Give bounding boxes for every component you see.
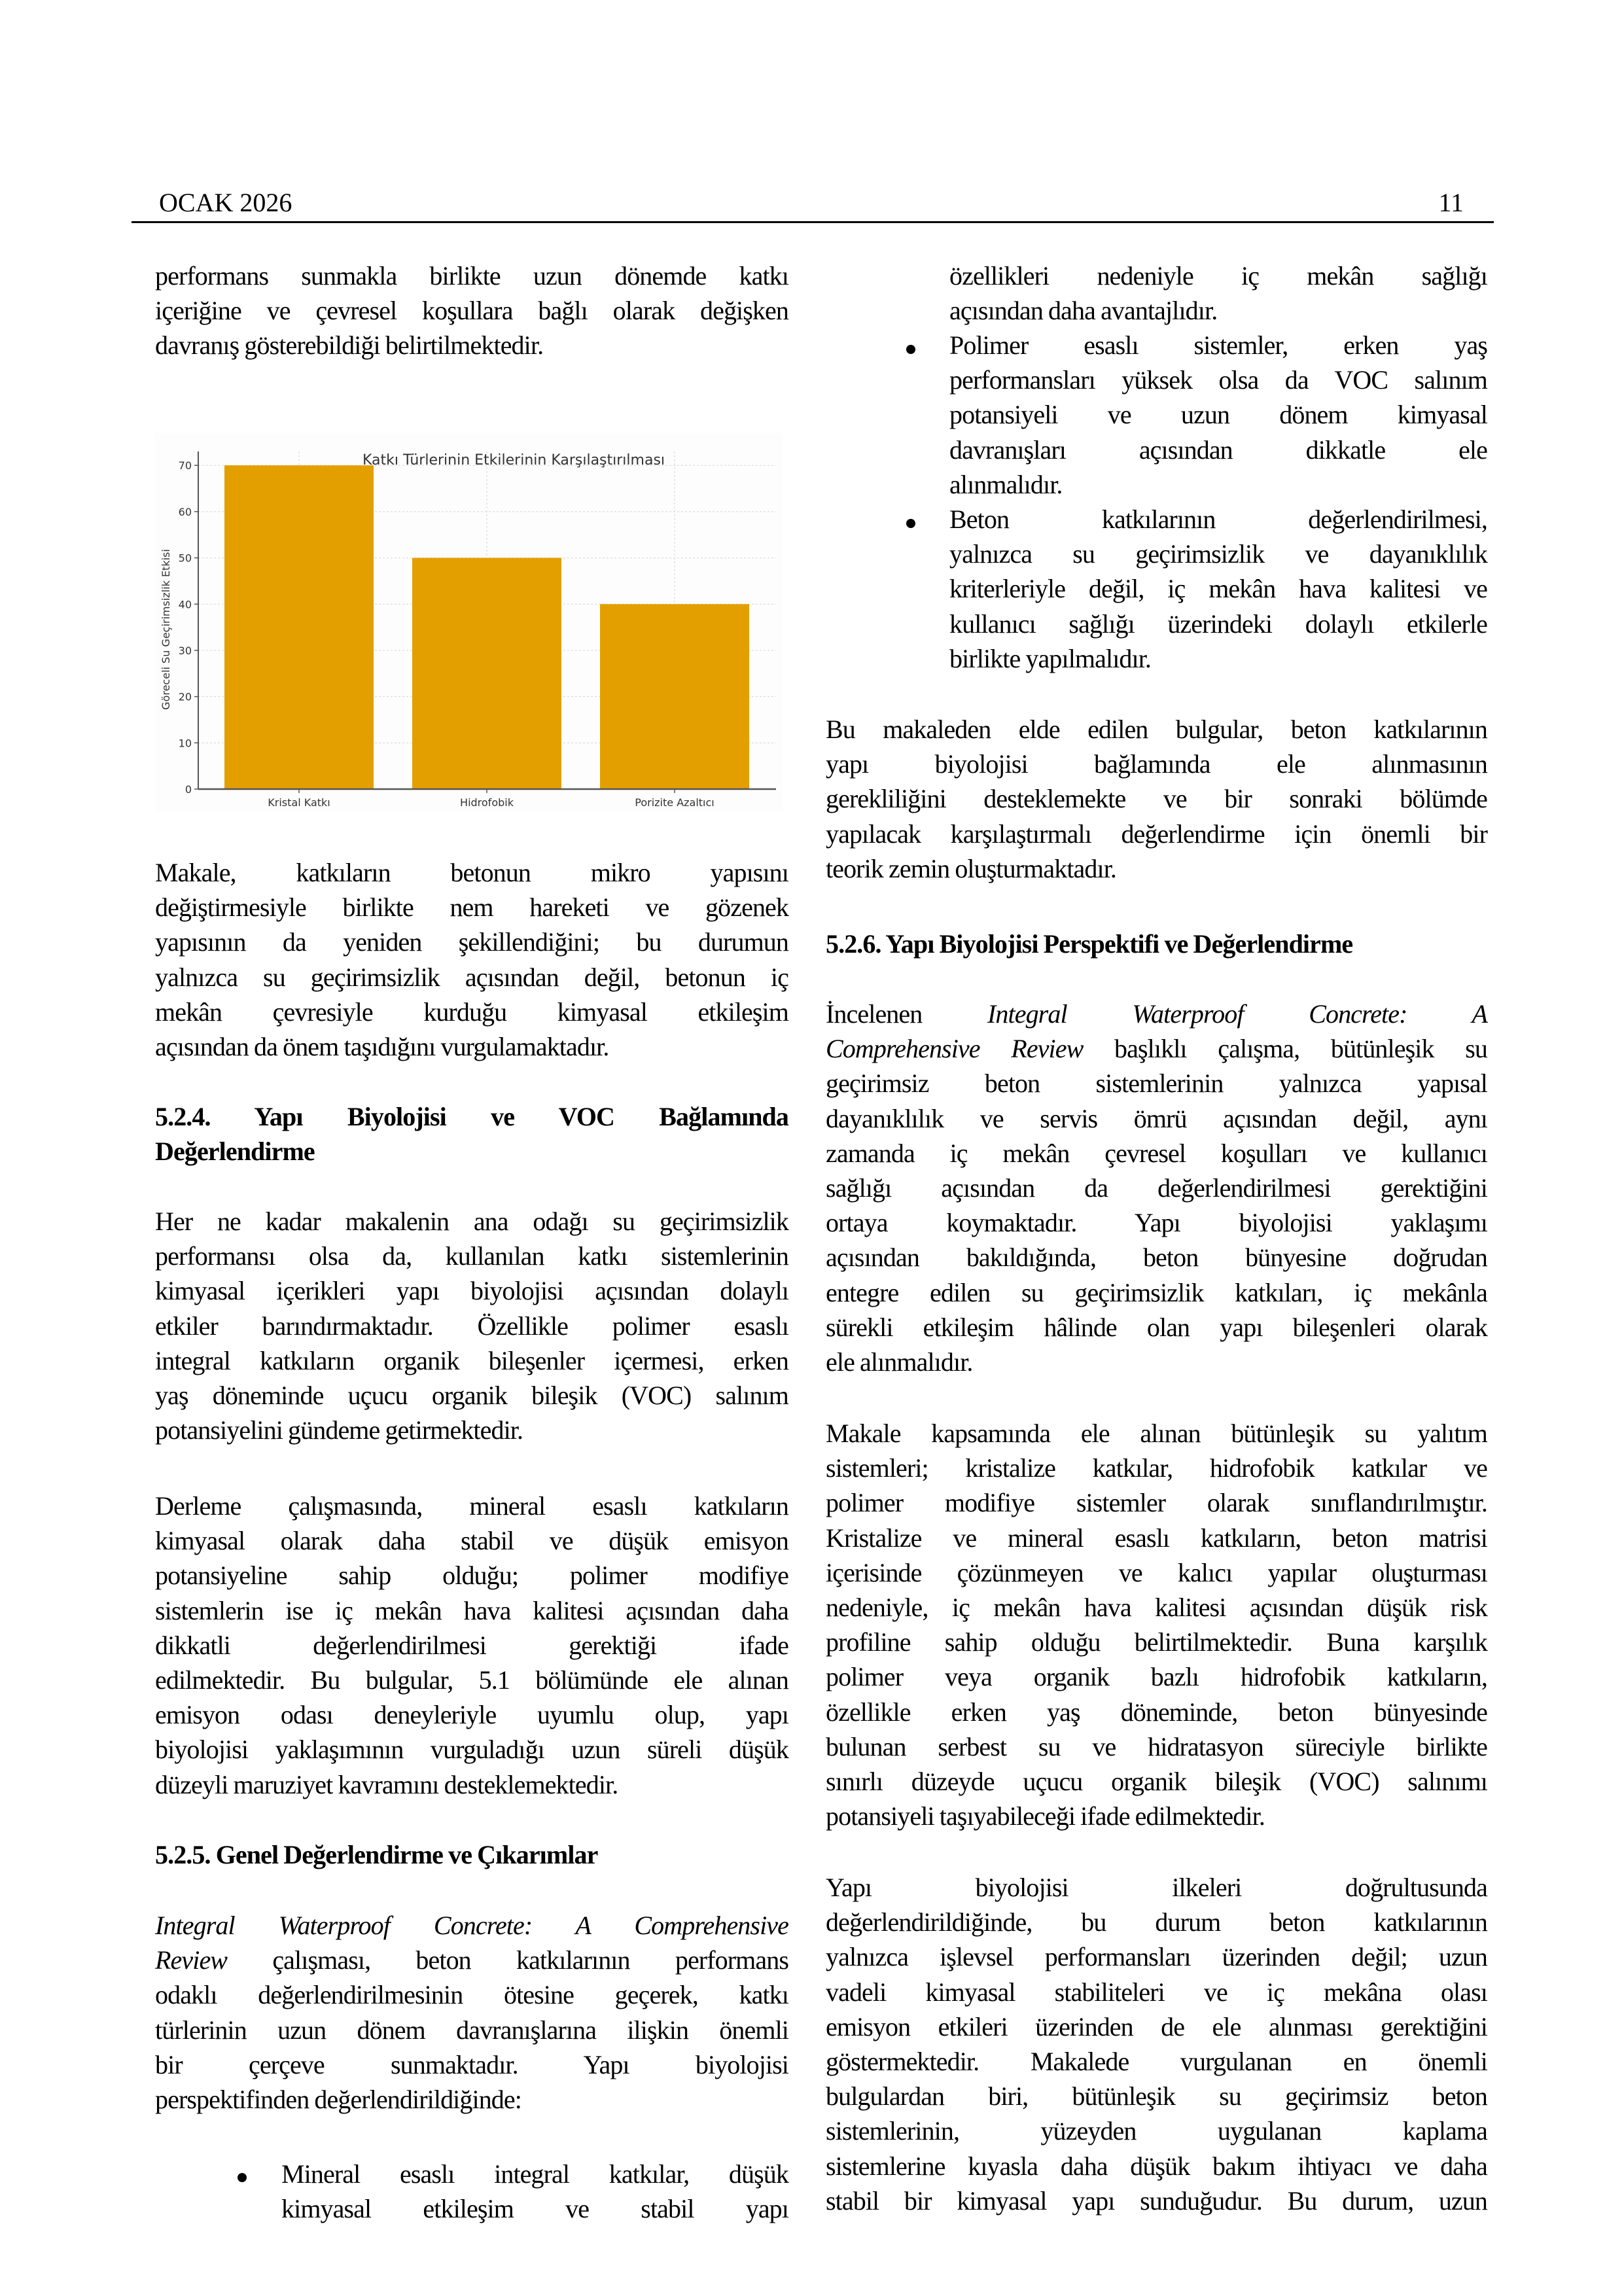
text-line: profiline sahip olduğu belirtilmektedir. Buna karşılık: [826, 1627, 1487, 1657]
text-line: Polimer esaslı sistemler, erken yaş: [949, 330, 1487, 360]
section-heading-5-2-6: [826, 927, 1487, 961]
section-heading-5-2-4: [155, 1099, 788, 1169]
article-title-italic: Review: [155, 1945, 228, 1975]
text-line: performansları yüksek olsa da VOC salınım: [949, 365, 1487, 395]
text-line: potansiyeline sahip olduğu; polimer modifiye: [155, 1561, 788, 1591]
y-tick-label: 40: [178, 598, 192, 611]
text-line: yalnızca su geçirimsizlik ve dayanıklılık: [949, 539, 1487, 569]
y-axis-label: Göreceli Su Geçirimsizlik Etkisi: [160, 549, 172, 710]
text-line: türlerinin uzun dönem davranışlarına ilişkin önemli: [155, 2015, 788, 2045]
text-line: potansiyelini gündeme getirmektedir.: [155, 1415, 523, 1445]
text-line: potansiyeli taşıyabileceği ifade edilmektedir.: [826, 1801, 1265, 1831]
text-line: kriterleriyle değil, iç mekân hava kalitesi ve: [949, 574, 1487, 604]
article-title-italic: Integral Waterproof Concrete: A: [987, 999, 1487, 1029]
text-line: edilmektedir. Bu bulgular, 5.1 bölümünde ele alınan: [155, 1665, 788, 1695]
text-line: ele alınmalıdır.: [826, 1347, 973, 1377]
y-tick-label: 70: [178, 459, 192, 472]
chart-canvas: [155, 433, 783, 813]
x-tick-label: Hidrofobik: [460, 796, 514, 809]
text-line: polimer veya organik bazlı hidrofobik katkıların,: [826, 1662, 1487, 1692]
paragraph-her-ne-kadar: [155, 1204, 788, 1447]
text-line: emisyon etkileri üzerinden de ele alınması gerektiğini: [826, 2011, 1487, 2041]
y-tick-label: 50: [178, 552, 192, 565]
text-line: zamanda iç mekân çevresel koşulları ve kullanıcı: [826, 1138, 1487, 1168]
text-line: alınmalıdır.: [949, 469, 1063, 499]
bar-kristal-katk: [224, 465, 374, 789]
text-line: [155, 1943, 788, 1977]
text-line: özellikleri nedeniyle iç mekân sağlığı: [949, 261, 1487, 291]
text-line: nedeniyle, iç mekân hava kalitesi açısından düşük risk: [826, 1592, 1487, 1622]
text-line: Makale, katkıların betonun mikro yapısını: [155, 858, 788, 887]
text-line: [155, 1908, 788, 1943]
paragraph-intro: [155, 258, 788, 363]
text-line: sistemlerinin, yüzeyden uygulanan kaplama: [826, 2116, 1487, 2146]
heading-line: 5.2.6. Yapı Biyolojisi Perspektifi ve Değerlendirme: [826, 929, 1353, 959]
bullet-icon: [238, 2173, 247, 2182]
text-line: entegre edilen su geçirimsizlik katkıları, iç mekânla: [826, 1277, 1487, 1307]
text-line: davranışları açısından dikkatle ele: [949, 434, 1487, 465]
text-line: içeriğine ve çevresel koşullara bağlı olarak değişken: [155, 296, 788, 326]
y-tick-label: 20: [178, 690, 192, 703]
text-line: davranış gösterebildiği belirtilmektedir.: [155, 330, 544, 361]
x-tick-label: Kristal Katkı: [268, 796, 330, 809]
text-line: Kristalize ve mineral esaslı katkıların, beton matrisi: [826, 1523, 1487, 1553]
y-tick-label: 10: [178, 737, 192, 750]
text-line: polimer modifiye sistemler olarak sınıflandırılmıştır.: [826, 1488, 1487, 1518]
heading-line: 5.2.5. Genel Değerlendirme ve Çıkarımlar: [155, 1840, 598, 1869]
text-line: ortaya koymaktadır. Yapı biyolojisi yaklaşımı: [826, 1208, 1487, 1238]
text-line: kimyasal olarak daha stabil ve düşük emisyon: [155, 1526, 788, 1556]
paragraph-makale-kapsaminda: [826, 1416, 1487, 1833]
x-tick-label: Porizite Azaltıcı: [635, 796, 715, 809]
paragraph-bu-makaleden: [826, 712, 1487, 886]
bullet-item-mineral: [281, 2157, 788, 2226]
text-line: Her ne kadar makalenin ana odağı su geçirimsizlik: [155, 1207, 788, 1236]
text-line: potansiyeli ve uzun dönem kimyasal: [949, 400, 1487, 430]
text-line: bulgulardan biri, bütünleşik su geçirimsiz beton: [826, 2081, 1487, 2111]
text-line: kimyasal etkileşim ve stabil yapı: [281, 2194, 788, 2224]
text-line: etkiler barındırmaktadır. Özellikle polimer esaslı: [155, 1311, 788, 1341]
text-line: bulunan serbest su ve hidratasyon süreciyle birlikte: [826, 1731, 1487, 1761]
bullet-item-continued: [949, 258, 1487, 328]
text-line: içerisinde çözünmeyen ve kalıcı yapılar oluşturması: [826, 1557, 1487, 1587]
text-line: geçirimsiz beton sistemlerinin yalnızca yapısal: [826, 1069, 1487, 1099]
text-line: gerekliliğini desteklemekte ve bir sonraki bölümde: [826, 784, 1487, 814]
text-line: göstermektedir. Makalede vurgulanan en önemli: [826, 2046, 1487, 2076]
text-line: yapı biyolojisi bağlamında ele alınmasının: [826, 749, 1487, 779]
text-line: yaş döneminde uçucu organik bileşik (VOC) salınım: [155, 1380, 788, 1410]
text-line: yalnızca su geçirimsizlik açısından değil, betonun iç: [155, 962, 788, 992]
text-line: açısından daha avantajlıdır.: [949, 296, 1218, 326]
text-line: stabil bir kimyasal yapı sunduğudur. Bu durum, uzun: [826, 2185, 1487, 2216]
text-line: kullanıcı sağlığı üzerindeki dolaylı etkilerle: [949, 609, 1487, 639]
paragraph-incelenen: [826, 997, 1487, 1379]
text-line: kimyasal içerikleri yapı biyolojisi açısından dolaylı: [155, 1276, 788, 1306]
bar-porizite-azaltc: [600, 604, 749, 789]
text-line: sürekli etkileşim hâlinde olan yapı bileşenleri olarak: [826, 1312, 1487, 1342]
text-line: açısından bakıldığında, beton bünyesine doğrudan: [826, 1243, 1487, 1273]
chart-title: Katkı Türlerinin Etkilerinin Karşılaştırılması: [362, 452, 665, 468]
text-line: [826, 1031, 1487, 1066]
text-line: Bu makaleden elde edilen bulgular, beton katkılarının: [826, 715, 1487, 744]
heading-line: Değerlendirme: [155, 1137, 315, 1167]
text-fragment: İncelenen: [826, 999, 987, 1029]
text-line: Beton katkılarının değerlendirilmesi,: [949, 504, 1487, 534]
page-number: 11: [1438, 188, 1464, 217]
paragraph-makale: [155, 855, 788, 1064]
bar-hidrofobik: [412, 558, 561, 789]
text-line: integral katkıların organik bileşenler içermesi, erken: [155, 1345, 788, 1375]
text-line: bir çerçeve sunmaktadır. Yapı biyolojisi: [155, 2049, 788, 2079]
text-line: [826, 997, 1487, 1031]
text-line: perspektifinden değerlendirildiğinde:: [155, 2084, 521, 2114]
bullet-icon: [906, 345, 915, 354]
bullet-item-beton: [949, 502, 1487, 676]
bullet-icon: [906, 519, 915, 528]
running-header-date: OCAK 2026: [159, 188, 292, 217]
heading-line: 5.2.4. Yapı Biyolojisi ve VOC Bağlamında: [155, 1102, 788, 1131]
text-line: sağlığı açısından da değerlendirilmesi gerektiğini: [826, 1173, 1487, 1203]
y-tick-label: 30: [178, 644, 192, 657]
text-line: Mineral esaslı integral katkılar, düşük: [281, 2159, 788, 2189]
text-line: sistemlerine kıyasla daha düşük bakım ihtiyacı ve daha: [826, 2151, 1487, 2181]
text-line: emisyon odası deneyleriyle uyumlu olup, yapı: [155, 1700, 788, 1730]
text-fragment: başlıklı çalışma, bütünleşik su: [1083, 1034, 1487, 1064]
text-line: biyolojisi yaklaşımının vurguladığı uzun süreli düşük: [155, 1735, 788, 1765]
article-title-italic: Comprehensive Review: [826, 1034, 1084, 1064]
article-title-italic: Integral Waterproof Concrete: A Comprehensive: [155, 1911, 788, 1940]
section-heading-5-2-5: [155, 1837, 788, 1872]
text-line: açısından da önem taşıdığını vurgulamaktadır.: [155, 1031, 609, 1061]
bar-chart: [155, 433, 783, 813]
text-line: düzeyli maruziyet kavramını desteklemektedir.: [155, 1769, 618, 1799]
text-line: performans sunmakla birlikte uzun dönemde katkı: [155, 261, 788, 291]
bullet-item-polimer: [949, 328, 1487, 502]
text-line: yapılacak karşılaştırmalı değerlendirme için önemli bir: [826, 819, 1487, 849]
paragraph-derleme: [155, 1489, 788, 1802]
text-line: vadeli kimyasal stabiliteleri ve iç mekâna olası: [826, 1977, 1487, 2007]
text-line: mekân çevresiyle kurduğu kimyasal etkileşim: [155, 997, 788, 1027]
text-line: dikkatli değerlendirilmesi gerektiği ifade: [155, 1630, 788, 1660]
text-line: Derleme çalışmasında, mineral esaslı katkıların: [155, 1491, 788, 1521]
text-line: Yapı biyolojisi ilkeleri doğrultusunda: [826, 1873, 1487, 1902]
paragraph-yapi-biyolojisi: [826, 1870, 1487, 2218]
text-line: yalnızca işlevsel performansları üzerinden değil; uzun: [826, 1942, 1487, 1972]
y-tick-label: 0: [185, 783, 192, 796]
y-tick-label: 60: [178, 505, 192, 518]
text-line: dayanıklılık ve servis ömrü açısından değil, aynı: [826, 1103, 1487, 1133]
text-line: sistemlerin ise iç mekân hava kalitesi açısından daha: [155, 1595, 788, 1625]
text-line: değiştirmesiyle birlikte nem hareketi ve gözenek: [155, 892, 788, 923]
text-line: sistemleri; kristalize katkılar, hidrofobik katkılar ve: [826, 1453, 1487, 1483]
text-line: odaklı değerlendirilmesinin ötesine geçerek, katkı: [155, 1980, 788, 2010]
text-line: değerlendirildiğinde, bu durum beton katkılarının: [826, 1907, 1487, 1937]
text-line: Makale kapsamında ele alınan bütünleşik su yalıtım: [826, 1419, 1487, 1448]
text-line: performansı olsa da, kullanılan katkı sistemlerinin: [155, 1241, 788, 1271]
text-fragment: çalışması, beton katkılarının performans: [227, 1945, 788, 1975]
text-line: sınırlı düzeyde uçucu organik bileşik (VOC) salınımı: [826, 1766, 1487, 1796]
text-line: yapısının da yeniden şekillendiğini; bu durumun: [155, 927, 788, 957]
text-line: teorik zemin oluşturmaktadır.: [826, 853, 1117, 883]
text-line: birlikte yapılmalıdır.: [949, 643, 1152, 673]
header-rule: [132, 221, 1494, 223]
text-line: özellikle erken yaş döneminde, beton bünyesinde: [826, 1697, 1487, 1727]
paragraph-integral: [155, 1908, 788, 2117]
